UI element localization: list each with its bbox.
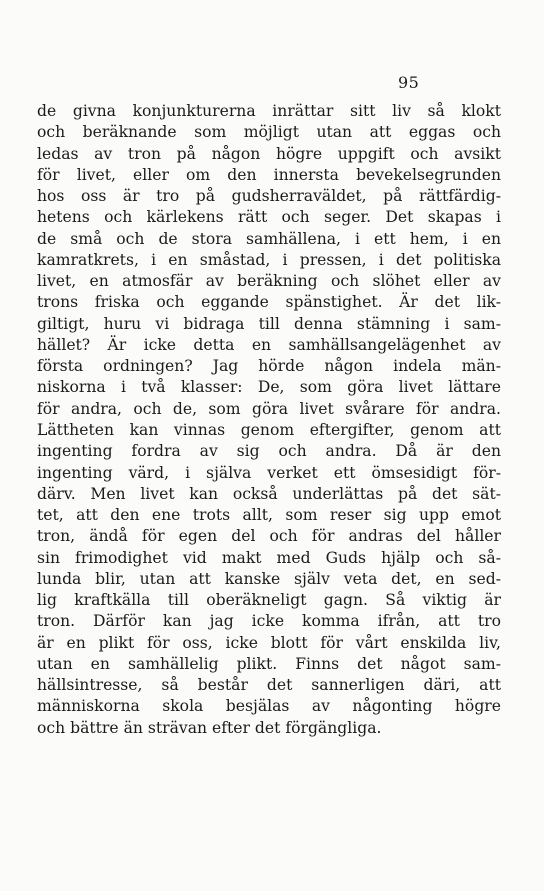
text-line: tet, att den ene trots allt, som reser sig upp emot: [37, 506, 501, 525]
text-line: hos oss är tro på gudsherraväldet, på rättfärdig-: [37, 187, 501, 206]
text-line: de givna konjunkturerna inrättar sitt liv så klokt: [37, 102, 501, 120]
text-line: livet, en atmosfär av beräkning och slöhet eller av: [37, 272, 501, 291]
text-line: lunda blir, utan att kanske själv veta det, en sed-: [37, 569, 501, 588]
text-line: trons friska och eggande spänstighet. Är det lik-: [37, 293, 501, 312]
text-line: de små och de stora samhällena, i ett hem, i en: [37, 229, 501, 248]
text-line: kamratkrets, i en småstad, i pressen, i det politiska: [37, 250, 501, 269]
text-line: och bättre än strävan efter det förgängliga.: [37, 718, 382, 737]
text-line: ingenting fordra av sig och andra. Då är den: [37, 442, 501, 461]
text-line: första ordningen? Jag hörde någon indela män-: [37, 357, 501, 376]
text-line: tron, ändå för egen del och för andras del håller: [37, 527, 501, 546]
text-line: utan en samhällelig plikt. Finns det något sam-: [37, 654, 501, 673]
text-line: människorna skola besjälas av någonting högre: [37, 697, 501, 716]
text-line: lig kraftkälla till oberäkneligt gagn. Så viktig är: [37, 591, 501, 610]
text-line: är en plikt för oss, icke blott för vårt enskilda liv,: [37, 633, 501, 652]
text-line: niskorna i två klasser: De, som göra livet lättare: [37, 378, 501, 397]
page-number: 95: [398, 73, 420, 92]
text-line: sin frimodighet vid makt med Guds hjälp och så-: [37, 548, 501, 567]
text-line: ledas av tron på någon högre uppgift och avsikt: [37, 144, 501, 163]
text-line: tron. Därför kan jag icke komma ifrån, att tro: [37, 612, 501, 631]
text-line: för livet, eller om den innersta bevekelsegrunden: [37, 165, 501, 184]
text-line: och beräknande som möjligt utan att eggas och: [37, 123, 501, 142]
text-line: giltigt, huru vi bidraga till denna stämning i sam-: [37, 314, 501, 333]
body-text: [37, 101, 501, 739]
text-line: Lättheten kan vinnas genom eftergifter, genom att: [37, 420, 501, 439]
text-line: därv. Men livet kan också underlättas på det sät-: [37, 484, 501, 503]
text-line: hällsintresse, så består det sannerligen däri, att: [37, 676, 501, 695]
text-line: hället? Är icke detta en samhällsangelägenhet av: [37, 335, 501, 354]
text-line: hetens och kärlekens rätt och seger. Det skapas i: [37, 208, 501, 227]
text-line: ingenting värd, i själva verket ett ömsesidigt för-: [37, 463, 501, 482]
text-line: för andra, och de, som göra livet svårare för andra.: [37, 399, 501, 418]
